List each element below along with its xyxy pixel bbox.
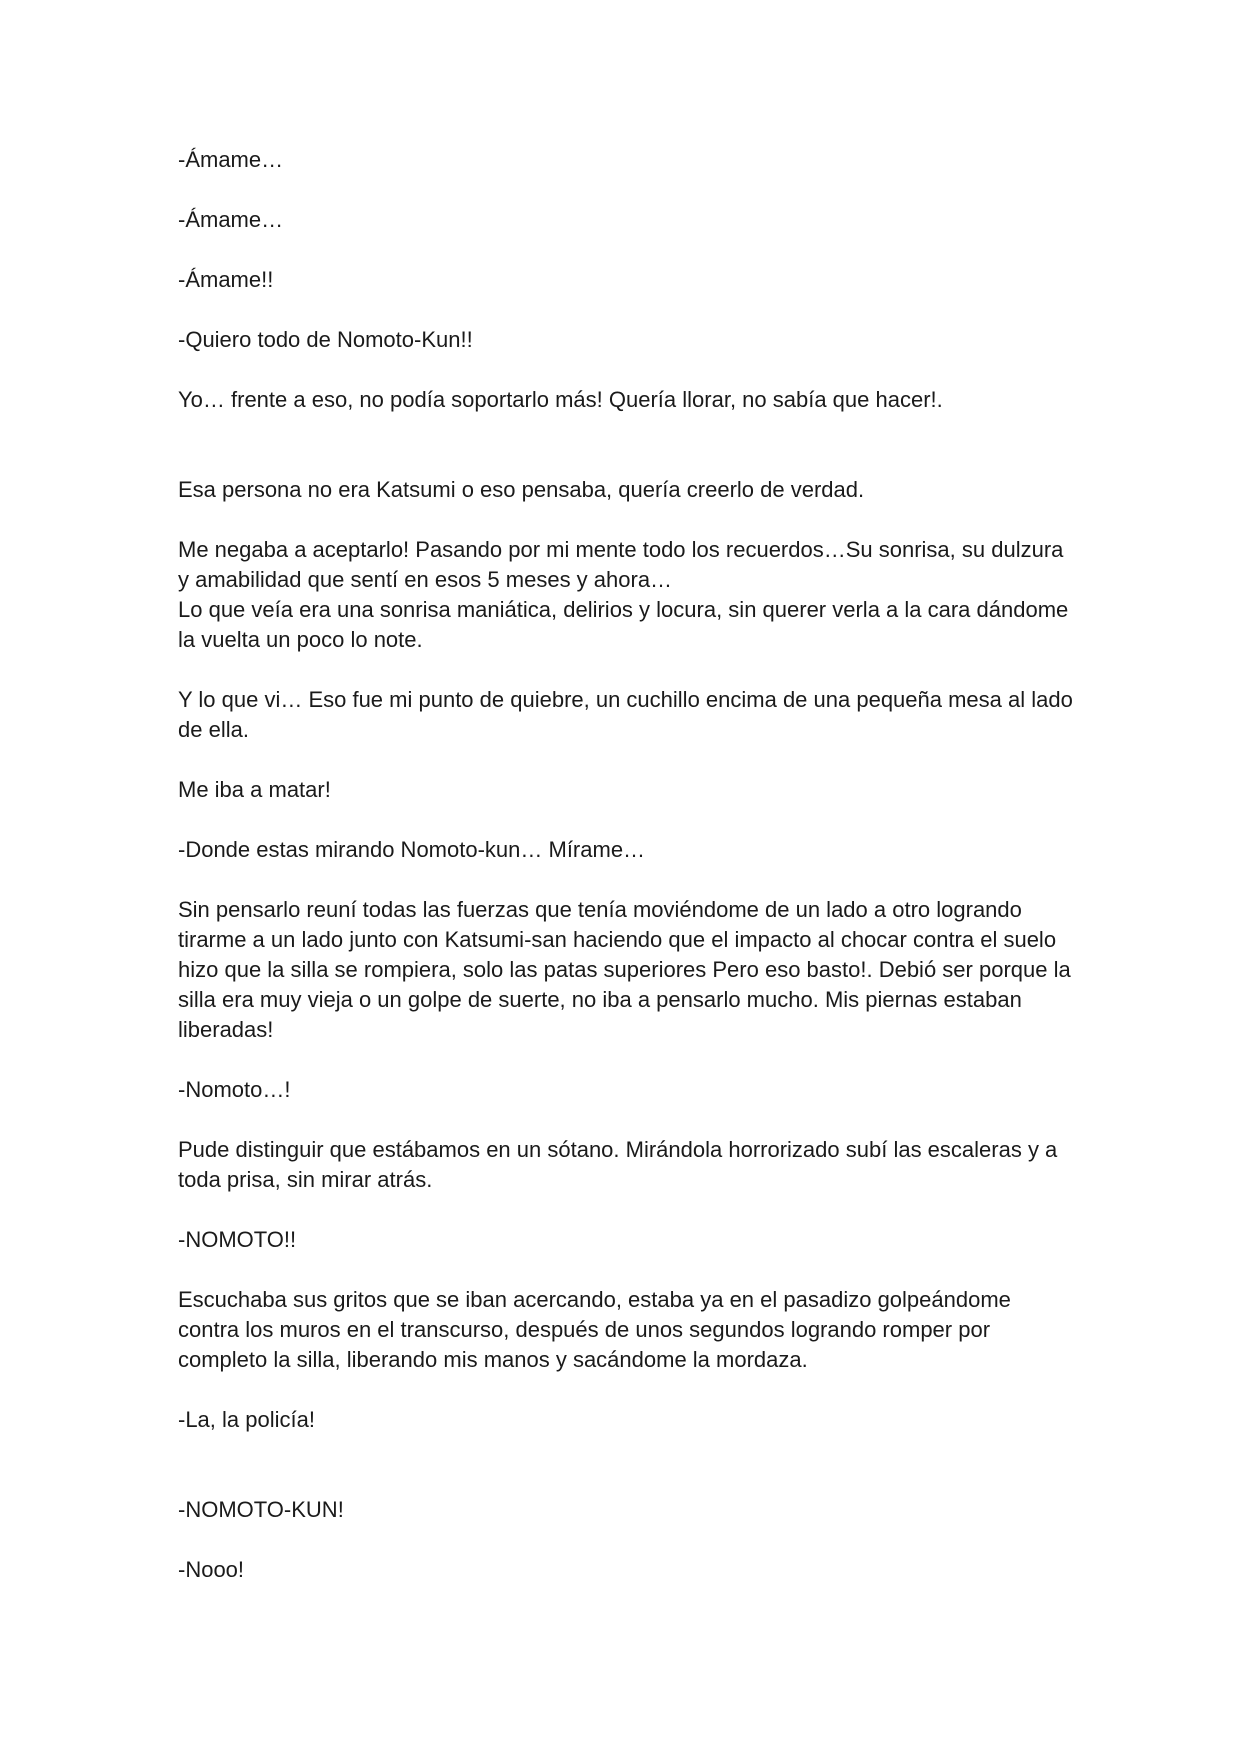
paragraph: -NOMOTO-KUN! [178, 1497, 344, 1522]
paragraph: Yo… frente a eso, no podía soportarlo más! Quería llorar, no sabía que hacer!. [178, 387, 943, 412]
paragraph: Y lo que vi… Eso fue mi punto de quiebre, un cuchillo encima de una pequeña mesa al lado de ella. [178, 687, 1079, 742]
paragraph: Me iba a matar! [178, 777, 331, 802]
document-body [178, 145, 1078, 1615]
paragraph: Escuchaba sus gritos que se iban acercando, estaba ya en el pasadizo golpeándome contra los muros en el transcurso, después de unos segundos logrando romper por completo la silla, liberando mis manos y sacándome la mordaza. [178, 1287, 1018, 1372]
paragraph: -Ámame!! [178, 267, 274, 292]
paragraph: -Ámame… [178, 147, 284, 172]
paragraph: -Ámame… [178, 207, 284, 232]
paragraph: -NOMOTO!! [178, 1227, 297, 1252]
paragraph: -La, la policía! [178, 1407, 315, 1432]
paragraph: Sin pensarlo reuní todas las fuerzas que tenía moviéndome de un lado a otro logrando tirarme a un lado junto con Katsumi-san haciendo que el impacto al chocar contra el suelo hizo que la silla se rompiera, solo las patas superiores Pero eso basto!. Debió ser porque la silla era muy vieja o un golpe de suerte, no iba a pensarlo mucho. Mis piernas estaban liberadas! [178, 897, 1077, 1042]
paragraph: Lo que veía era una sonrisa maniática, delirios y locura, sin querer verla a la cara dándome la vuelta un poco lo note. [178, 597, 1075, 652]
paragraph: Esa persona no era Katsumi o eso pensaba, quería creerlo de verdad. [178, 477, 865, 502]
paragraph: -Donde estas mirando Nomoto-kun… Mírame… [178, 837, 646, 862]
paragraph: -Quiero todo de Nomoto-Kun!! [178, 327, 473, 352]
paragraph: -Nomoto…! [178, 1077, 291, 1102]
paragraph: Me negaba a aceptarlo! Pasando por mi mente todo los recuerdos…Su sonrisa, su dulzura y amabilidad que sentí en esos 5 meses y ahora… [178, 537, 1070, 592]
paragraph: Pude distinguir que estábamos en un sótano. Mirándola horrorizado subí las escaleras y a toda prisa, sin mirar atrás. [178, 1137, 1064, 1192]
paragraph: -Nooo! [178, 1557, 245, 1582]
